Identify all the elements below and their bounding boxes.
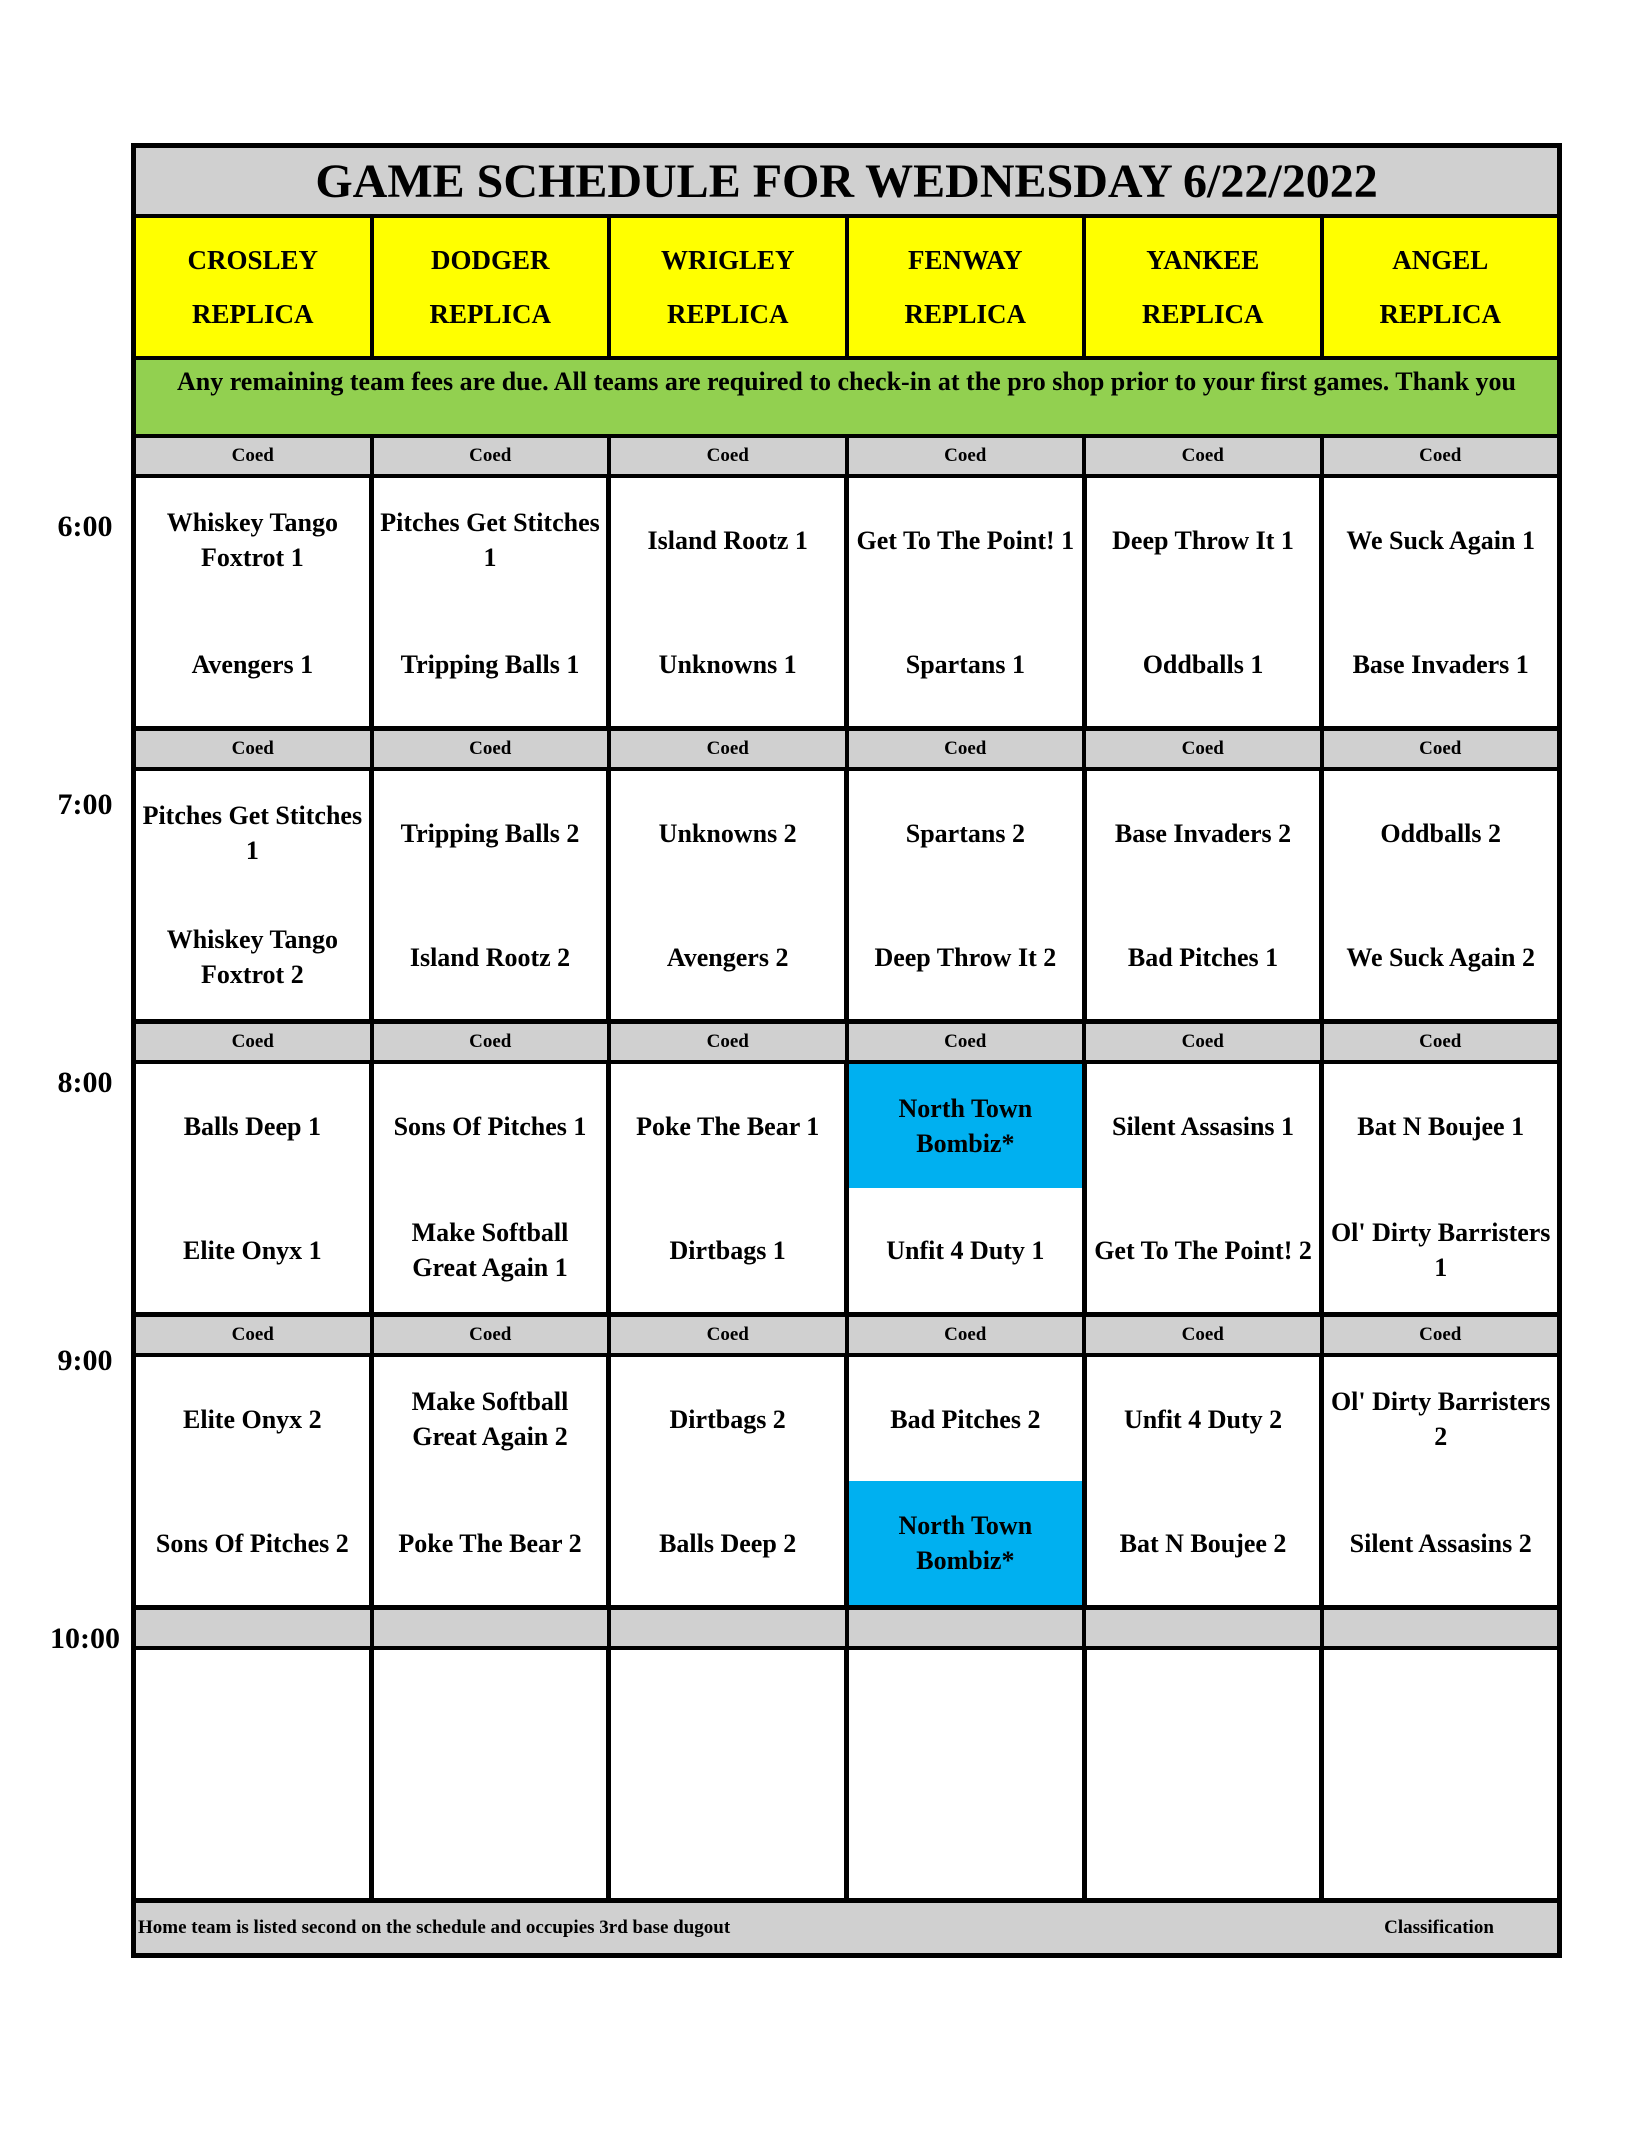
home-team <box>611 1481 844 1605</box>
game-row <box>136 1357 1557 1610</box>
division-label: Coed <box>849 438 1087 474</box>
home-team <box>849 602 1082 726</box>
field-header-crosley <box>136 218 374 356</box>
home-team <box>1087 895 1320 1019</box>
game-cell <box>1324 1064 1557 1312</box>
game-cell <box>849 771 1087 1019</box>
field-header-fenway <box>849 218 1087 356</box>
division-label <box>611 1610 849 1646</box>
home-team <box>374 1774 607 1898</box>
game-cell <box>374 1064 612 1312</box>
away-team-name: Get To The Point! 1 <box>856 525 1075 555</box>
home-team-name: We Suck Again 2 <box>1346 942 1535 972</box>
home-team <box>849 1774 1082 1898</box>
field-type: REPLICA <box>1379 299 1501 329</box>
away-team <box>1324 1650 1557 1774</box>
field-name: YANKEE <box>1146 245 1260 275</box>
game-cell <box>136 771 374 1019</box>
division-row <box>136 1024 1557 1064</box>
home-team <box>374 1481 607 1605</box>
division-row <box>136 1610 1557 1650</box>
division-label: Coed <box>136 1024 374 1060</box>
away-team-name: Whiskey Tango Foxtrot 1 <box>166 508 338 572</box>
game-row <box>136 478 1557 731</box>
field-name: FENWAY <box>907 245 1023 275</box>
away-team <box>611 1650 844 1774</box>
division-label: Coed <box>1419 1031 1462 1052</box>
field-header-yankee <box>1086 218 1324 356</box>
home-team <box>1324 1188 1557 1312</box>
away-team-name: North Town Bombiz* <box>898 1094 1033 1158</box>
division-label: Coed <box>849 1317 1087 1353</box>
time-label-9pm: 9:00 <box>57 1344 113 1377</box>
game-cell <box>374 771 612 1019</box>
home-team-name: Bad Pitches 1 <box>1127 942 1279 972</box>
home-team-name: Balls Deep 2 <box>659 1528 797 1558</box>
home-team <box>849 895 1082 1019</box>
home-team <box>1324 895 1557 1019</box>
division-row <box>136 1317 1557 1357</box>
field-header-wrigley <box>611 218 849 356</box>
home-team <box>849 1481 1082 1605</box>
time-label-10pm: 10:00 <box>50 1622 120 1655</box>
away-team-name: Ol' Dirty Barristers 2 <box>1330 1387 1551 1451</box>
division-row <box>136 731 1557 771</box>
division-label: Coed <box>1086 1024 1324 1060</box>
game-cell <box>1324 771 1557 1019</box>
away-team <box>1087 1650 1320 1774</box>
away-team <box>136 771 369 895</box>
division-label: Coed <box>374 1317 612 1353</box>
field-type: REPLICA <box>666 299 789 329</box>
away-team <box>136 1357 369 1481</box>
away-team <box>1324 478 1557 602</box>
away-team <box>1087 478 1320 602</box>
game-cell <box>136 1650 374 1898</box>
away-team-name: Make Softball Great Again 2 <box>411 1387 569 1451</box>
away-team <box>1324 771 1557 895</box>
division-label: Coed <box>136 731 374 767</box>
schedule-table <box>131 143 1562 1958</box>
game-cell <box>849 1357 1087 1605</box>
division-label: Coed <box>136 1317 374 1353</box>
game-cell <box>1087 1650 1325 1898</box>
away-team-name: Unfit 4 Duty 2 <box>1123 1404 1283 1434</box>
division-label: Coed <box>136 438 374 474</box>
away-team <box>611 771 844 895</box>
away-team <box>136 1650 369 1774</box>
home-team <box>136 1188 369 1312</box>
home-team <box>1087 1774 1320 1898</box>
away-team <box>1087 771 1320 895</box>
game-cell <box>611 771 849 1019</box>
game-cell <box>1087 771 1325 1019</box>
away-team-name: Bat N Boujee 1 <box>1357 1111 1525 1141</box>
away-team <box>374 478 607 602</box>
away-team-name: Bad Pitches 2 <box>890 1404 1041 1434</box>
home-team-name: Unfit 4 Duty 1 <box>886 1235 1045 1265</box>
away-team-name: Poke The Bear 1 <box>636 1111 820 1141</box>
away-team-name: Tripping Balls 2 <box>400 818 580 848</box>
field-header-row <box>136 218 1557 360</box>
away-team <box>136 1064 369 1188</box>
game-row <box>136 1650 1557 1903</box>
home-team <box>1324 1481 1557 1605</box>
division-label <box>1086 1610 1324 1646</box>
game-cell <box>374 1650 612 1898</box>
field-name: CROSLEY <box>187 245 319 275</box>
division-label <box>1324 1610 1558 1646</box>
home-team <box>1324 1774 1557 1898</box>
division-label: Coed <box>1419 738 1462 759</box>
home-team <box>611 1188 844 1312</box>
away-team-name: Elite Onyx 2 <box>183 1404 322 1434</box>
division-label: Coed <box>374 438 612 474</box>
game-cell <box>849 1650 1087 1898</box>
away-team-name: Sons Of Pitches 1 <box>393 1111 587 1141</box>
division-label: Coed <box>611 1024 849 1060</box>
game-cell <box>374 1357 612 1605</box>
home-team-name: Get To The Point! 2 <box>1094 1235 1312 1265</box>
notice-banner: Any remaining team fees are due. All teams are required to check-in at the pro shop prior to your first games. Thank you <box>136 360 1557 438</box>
away-team <box>136 478 369 602</box>
away-team-name: Oddballs 2 <box>1380 818 1502 848</box>
game-cell <box>611 1357 849 1605</box>
away-team <box>1087 1357 1320 1481</box>
home-team-name: Spartans 1 <box>905 649 1025 679</box>
away-team-name: We Suck Again 1 <box>1346 525 1535 555</box>
division-label: Coed <box>849 731 1087 767</box>
footer-classification: Classification <box>1384 1917 1494 1938</box>
away-team <box>611 478 844 602</box>
game-cell <box>611 1650 849 1898</box>
away-team-name: Island Rootz 1 <box>647 525 808 555</box>
away-team <box>1087 1064 1320 1188</box>
home-team-name: Avengers 2 <box>666 942 789 972</box>
home-team-name: Silent Assasins 2 <box>1349 1528 1532 1558</box>
time-label-6pm: 6:00 <box>57 510 113 543</box>
home-team-name: Island Rootz 2 <box>409 942 571 972</box>
home-team-name: Base Invaders 1 <box>1352 649 1529 679</box>
division-row <box>136 438 1557 478</box>
game-cell <box>849 1064 1087 1312</box>
division-label: Coed <box>1086 438 1324 474</box>
field-name: ANGEL <box>1392 245 1489 275</box>
game-cell <box>1087 1357 1325 1605</box>
game-cell <box>1087 478 1325 726</box>
field-type: REPLICA <box>429 299 551 329</box>
time-slots <box>136 438 1557 1903</box>
home-team <box>136 602 369 726</box>
away-team <box>849 1064 1082 1188</box>
game-cell <box>611 1064 849 1312</box>
home-team <box>611 895 844 1019</box>
home-team-name: North Town Bombiz* <box>898 1511 1033 1575</box>
division-label: Coed <box>1419 1324 1462 1345</box>
away-team-name: Unknowns 2 <box>658 818 797 848</box>
time-label-8pm: 8:00 <box>57 1066 113 1099</box>
away-team <box>849 771 1082 895</box>
home-team-name: Whiskey Tango Foxtrot 2 <box>166 925 338 989</box>
home-team-name: Sons Of Pitches 2 <box>155 1528 349 1558</box>
away-team-name: Dirtbags 2 <box>669 1404 786 1434</box>
division-label: Coed <box>374 731 612 767</box>
division-label: Coed <box>611 438 849 474</box>
division-label <box>136 1610 374 1646</box>
division-label <box>374 1610 612 1646</box>
home-team <box>1087 1481 1320 1605</box>
division-label: Coed <box>1086 731 1324 767</box>
footer-row <box>136 1903 1557 1953</box>
field-header-angel <box>1324 218 1558 356</box>
game-cell <box>374 478 612 726</box>
home-team <box>136 895 369 1019</box>
away-team <box>374 771 607 895</box>
away-team-name: Base Invaders 2 <box>1114 818 1292 848</box>
away-team-name: Pitches Get Stitches 1 <box>142 801 363 865</box>
game-cell <box>136 478 374 726</box>
page-title: GAME SCHEDULE FOR WEDNESDAY 6/22/2022 <box>136 148 1557 218</box>
home-team-name: Oddballs 1 <box>1142 649 1264 679</box>
game-cell <box>1324 1650 1557 1898</box>
home-team <box>1087 1188 1320 1312</box>
division-label: Coed <box>1086 1317 1324 1353</box>
away-team <box>374 1357 607 1481</box>
home-team-name: Bat N Boujee 2 <box>1119 1528 1287 1558</box>
division-label: Coed <box>1419 445 1462 466</box>
division-label: Coed <box>374 1024 612 1060</box>
game-cell <box>1324 1357 1557 1605</box>
home-team <box>374 895 607 1019</box>
away-team-name: Spartans 2 <box>905 818 1025 848</box>
home-team <box>1087 602 1320 726</box>
home-team <box>136 1481 369 1605</box>
home-team-name: Deep Throw It 2 <box>874 942 1057 972</box>
game-cell <box>1324 478 1557 726</box>
home-team <box>849 1188 1082 1312</box>
game-cell <box>1087 1064 1325 1312</box>
field-header-dodger <box>374 218 612 356</box>
away-team-name: Pitches Get Stitches 1 <box>380 508 600 572</box>
time-label-7pm: 7:00 <box>57 788 113 821</box>
division-label: Coed <box>849 1024 1087 1060</box>
home-team <box>136 1774 369 1898</box>
game-row <box>136 771 1557 1024</box>
home-team <box>611 1774 844 1898</box>
field-name: WRIGLEY <box>660 245 795 275</box>
division-label: Coed <box>611 1317 849 1353</box>
home-team-name: Make Softball Great Again 1 <box>411 1218 569 1282</box>
field-name: DODGER <box>430 245 550 275</box>
home-team-name: Ol' Dirty Barristers 1 <box>1330 1218 1551 1282</box>
away-team <box>611 1064 844 1188</box>
home-team-name: Dirtbags 1 <box>669 1235 786 1265</box>
away-team <box>1324 1064 1557 1188</box>
home-team <box>611 602 844 726</box>
home-team-name: Unknowns 1 <box>658 649 797 679</box>
home-team <box>1324 602 1557 726</box>
game-cell <box>136 1064 374 1312</box>
home-team-name: Poke The Bear 2 <box>398 1528 582 1558</box>
away-team-name: Silent Assasins 1 <box>1111 1111 1295 1141</box>
game-cell <box>136 1357 374 1605</box>
home-team-name: Tripping Balls 1 <box>400 649 580 679</box>
home-team-name: Elite Onyx 1 <box>183 1235 322 1265</box>
game-cell <box>849 478 1087 726</box>
home-team-name: Avengers 1 <box>191 649 314 679</box>
away-team <box>849 478 1082 602</box>
field-type: REPLICA <box>904 299 1026 329</box>
away-team <box>849 1357 1082 1481</box>
division-label: Coed <box>611 731 849 767</box>
home-team <box>374 602 607 726</box>
footer-note: Home team is listed second on the schedule and occupies 3rd base dugout <box>138 1917 731 1938</box>
division-label <box>849 1610 1087 1646</box>
game-cell <box>611 478 849 726</box>
field-type: REPLICA <box>1141 299 1264 329</box>
away-team <box>374 1064 607 1188</box>
away-team <box>611 1357 844 1481</box>
home-team <box>374 1188 607 1312</box>
away-team <box>1324 1357 1557 1481</box>
away-team-name: Balls Deep 1 <box>183 1111 321 1141</box>
game-row <box>136 1064 1557 1317</box>
away-team-name: Deep Throw It 1 <box>1112 525 1294 555</box>
field-type: REPLICA <box>191 299 314 329</box>
away-team <box>374 1650 607 1774</box>
away-team <box>849 1650 1082 1774</box>
